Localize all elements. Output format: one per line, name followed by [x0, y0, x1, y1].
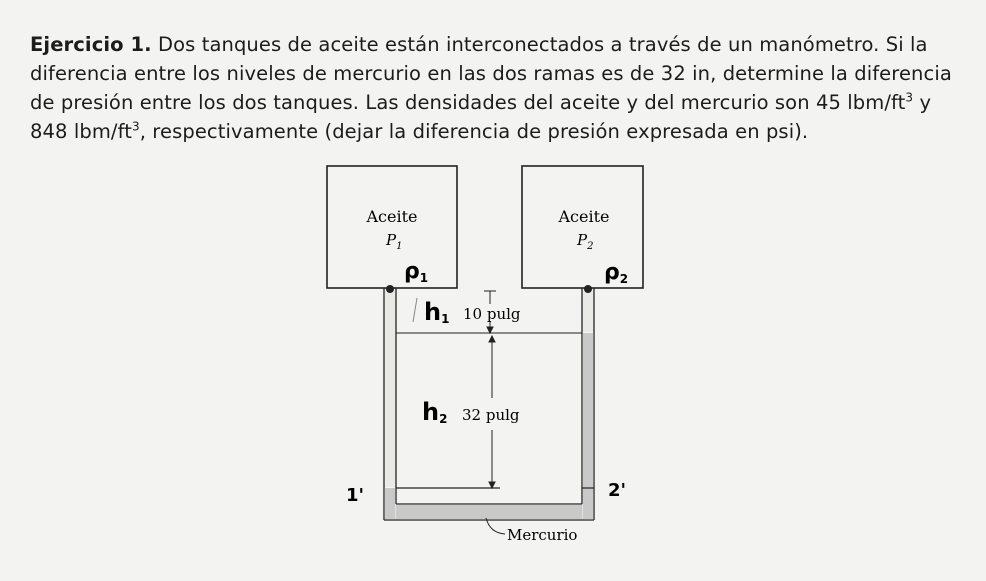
- problem-text-2: y 848 lbm/ft: [30, 91, 932, 143]
- oil-left-leg: [385, 289, 395, 487]
- rho-1-label: ρ1: [404, 259, 429, 285]
- problem-text-3: , respectivamente (dejar la diferencia de presión expresada en psi).: [139, 120, 809, 143]
- rho-2-label: ρ2: [604, 260, 629, 286]
- point-2-label: 2': [608, 480, 627, 501]
- left-tank-pressure-label: $P_1$: [386, 231, 403, 252]
- h1-value: 10 pulg: [463, 305, 521, 323]
- left-tank: [327, 166, 457, 288]
- oil-right-leg: [583, 289, 593, 332]
- right-tank: [522, 166, 643, 288]
- left-connection-dot: [386, 285, 394, 293]
- h1-label: h1: [424, 298, 450, 326]
- h2-value: 32 pulg: [462, 406, 520, 424]
- mercury-label: Mercurio: [507, 526, 578, 544]
- exercise-title: Ejercicio 1.: [30, 33, 152, 56]
- left-tank-fluid-label: Aceite: [366, 207, 418, 226]
- h2-label: h2: [422, 398, 448, 426]
- right-tank-pressure-label: $P_2$: [577, 231, 594, 252]
- h1-stroke: [413, 298, 417, 322]
- right-tank-fluid-label: Aceite: [558, 207, 610, 226]
- superscript-2: 3: [131, 119, 140, 134]
- point-1-label: 1': [346, 485, 365, 506]
- superscript-1: 3: [905, 90, 914, 105]
- mercury-column: [385, 333, 594, 519]
- problem-text-1: Dos tanques de aceite están interconectados a través de un manómetro. Si la diferencia entre los niveles de mercurio en las dos ramas es de 32 in, determine la diferencia de presión entre los dos tanques. Las densidades del aceite y del mercurio son 45 lbm/ft: [30, 33, 952, 114]
- right-connection-dot: [584, 285, 592, 293]
